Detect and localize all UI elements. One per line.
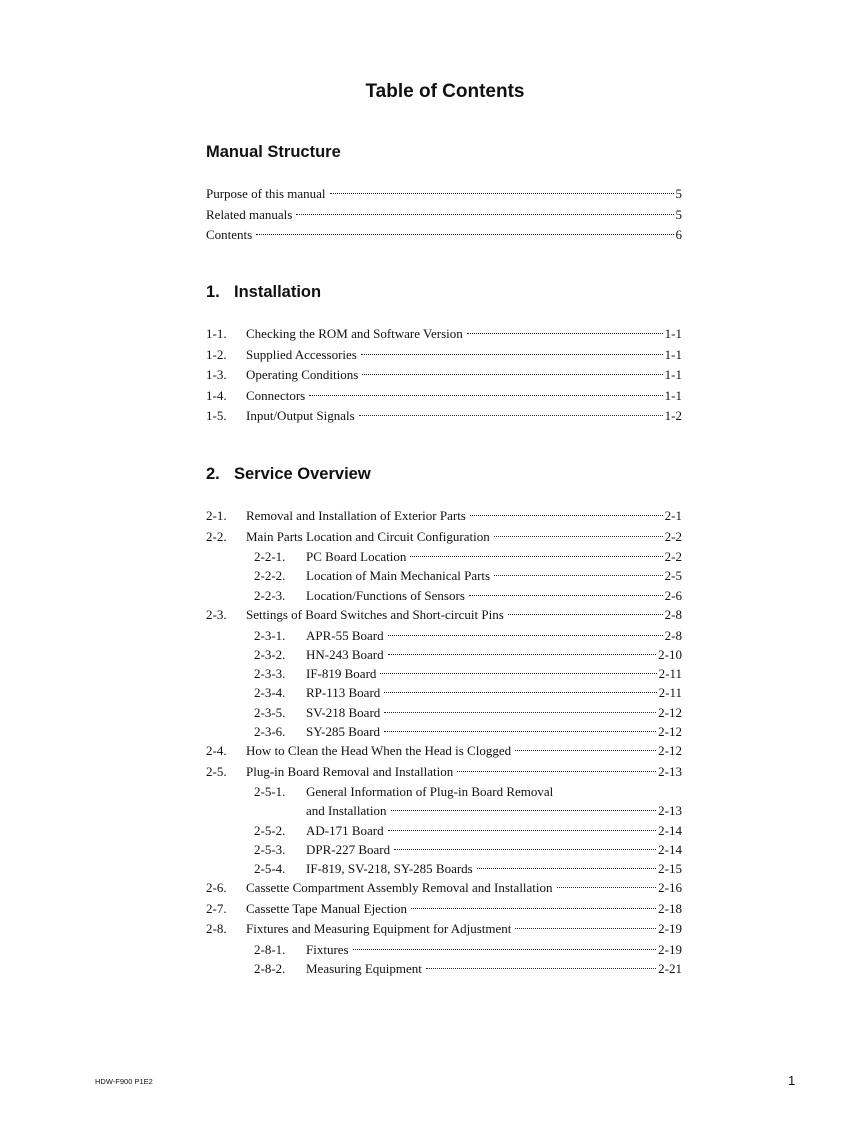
toc-entry-page: 2-8 (664, 627, 682, 643)
toc-entry-title: General Information of Plug-in Board Removal (306, 784, 554, 799)
toc-entry-number: 2-5-3. (254, 841, 286, 857)
section-title: Installation (234, 283, 322, 301)
toc-entry-number: 1-1. (206, 326, 227, 341)
toc-service-2-1-2-2 (206, 506, 682, 605)
toc-entry-title: Purpose of this manual (206, 186, 326, 201)
toc-entry-title: AD-171 Board (306, 822, 384, 838)
toc-entry-title: Location/Functions of Sensors (306, 587, 465, 603)
toc-entry-page: 1-1 (664, 387, 682, 403)
toc-entry-page: 1-1 (664, 367, 682, 382)
toc-entry-number: 2-8-1. (254, 941, 286, 957)
toc-entry-number: 2-3. (206, 607, 227, 622)
toc-entry-page: 2-13 (658, 763, 682, 779)
toc-entry-number: 2-2-1. (254, 549, 286, 564)
toc-entry[interactable] (206, 762, 682, 783)
toc-entry-title: Main Parts Location and Circuit Configuration (246, 528, 490, 544)
toc-entry-page: 2-2 (664, 528, 682, 544)
toc-entry-title: How to Clean the Head When the Head is Clogged (246, 743, 512, 758)
toc-entry-title: Location of Main Mechanical Parts (306, 568, 491, 584)
toc-entry-number: 1-3. (206, 367, 227, 382)
toc-entry-number: 2-2-2. (254, 568, 286, 584)
toc-entry-number: 1-4. (206, 387, 227, 403)
toc-entry-number: 2-3-6. (254, 723, 286, 739)
toc-entry-title: Input/Output Signals (246, 408, 355, 423)
toc-entry-number: 2-3-4. (254, 685, 286, 701)
toc-subentry[interactable] (206, 626, 682, 645)
toc-subentry[interactable] (206, 645, 682, 664)
toc-subentry[interactable] (206, 547, 682, 566)
toc-entry-number: 2-2. (206, 528, 227, 544)
toc-entry-title: Plug-in Board Removal and Installation (246, 763, 454, 779)
toc-entry-page: 2-21 (658, 960, 682, 976)
section-number: 2. (206, 465, 220, 483)
toc-entry-page: 5 (675, 186, 682, 201)
section-number: 1. (206, 283, 220, 301)
toc-entry-page: 1-1 (664, 326, 682, 341)
toc-entry-page: 2-2 (664, 549, 682, 564)
toc-entry-title: Supplied Accessories (246, 346, 357, 362)
toc-entry-number: 2-3-5. (254, 704, 286, 720)
toc-entry-page: 1-2 (664, 408, 682, 423)
section-title: Service Overview (234, 465, 371, 483)
footer-page-number: 1 (788, 1073, 796, 1088)
toc-entry-page: 2-8 (664, 607, 682, 622)
toc-entry-title: DPR-227 Board (306, 841, 391, 857)
toc-entry-page: 6 (675, 227, 682, 242)
toc-entry-number: 2-3-1. (254, 627, 286, 643)
toc-entry-title: IF-819, SV-218, SY-285 Boards (306, 861, 473, 877)
footer-document-code: HDW-F900 P1E2 (95, 1077, 153, 1086)
toc-entry[interactable] (206, 205, 682, 226)
toc-entry-number: 1-2. (206, 346, 227, 362)
toc-entry-number: 2-7. (206, 900, 227, 916)
toc-entry-page: 2-12 (658, 743, 682, 758)
toc-entry-page: 1-1 (664, 346, 682, 362)
toc-entry[interactable] (206, 899, 682, 920)
toc-entry-page: 2-19 (658, 921, 682, 936)
toc-entry-title: Fixtures (306, 941, 349, 957)
toc-entry-page: 2-6 (664, 587, 682, 603)
toc-subentry[interactable] (206, 683, 682, 702)
toc-entry-number: 2-5. (206, 763, 227, 779)
toc-manual-structure (206, 184, 682, 246)
toc-entry-page: 2-10 (658, 646, 682, 662)
toc-entry-page: 2-12 (658, 704, 682, 720)
toc-entry-number: 2-8-2. (254, 960, 286, 976)
section-heading-installation (206, 283, 321, 302)
toc-entry-page: 2-19 (658, 941, 682, 957)
toc-entry-page: 5 (675, 206, 682, 222)
toc-entry-number: 2-5-4. (254, 861, 286, 877)
toc-entry-title: Fixtures and Measuring Equipment for Adjustment (246, 921, 512, 936)
toc-entry-page: 2-12 (658, 723, 682, 739)
toc-subentry-continuation[interactable] (206, 801, 682, 820)
toc-subentry[interactable] (206, 840, 682, 859)
toc-entry-page: 2-1 (664, 508, 682, 523)
toc-entry-number: 2-4. (206, 743, 227, 758)
section-heading-service-overview (206, 465, 371, 484)
toc-entry-page: 2-13 (658, 803, 682, 819)
toc-entry[interactable] (206, 878, 682, 899)
toc-entry-number: 2-5-2. (254, 822, 286, 838)
toc-entry-number: 2-6. (206, 880, 227, 895)
toc-subentry[interactable] (206, 586, 682, 605)
section-heading-manual-structure: Manual Structure (206, 143, 341, 161)
toc-entry-title: and Installation (306, 803, 387, 819)
toc-entry-page: 2-16 (658, 880, 682, 895)
toc-entry-page: 2-11 (658, 666, 682, 682)
toc-entry-number: 2-2-3. (254, 587, 286, 603)
toc-entry-page: 2-14 (658, 841, 682, 857)
toc-entry-title: SV-218 Board (306, 704, 381, 720)
toc-entry-title: Checking the ROM and Software Version (246, 326, 463, 341)
toc-entry[interactable] (206, 324, 682, 345)
toc-entry-number: 2-5-1. (254, 784, 286, 799)
toc-entry[interactable] (206, 345, 682, 366)
toc-entry-title: Cassette Compartment Assembly Removal and Installation (246, 880, 553, 895)
page-title: Table of Contents (365, 81, 525, 102)
toc-entry-title: Operating Conditions (246, 367, 359, 382)
toc-entry-title: Connectors (246, 387, 306, 403)
toc-entry-page: 2-11 (658, 685, 682, 701)
toc-service-2-4-2-5 (206, 741, 682, 878)
toc-subentry[interactable] (206, 940, 682, 959)
toc-entry[interactable] (206, 386, 682, 407)
toc-entry-title: RP-113 Board (306, 685, 381, 701)
toc-entry[interactable] (206, 605, 682, 626)
toc-entry-page: 2-18 (658, 900, 682, 916)
toc-entry[interactable] (206, 365, 682, 386)
toc-entry[interactable] (206, 225, 682, 246)
toc-entry-page: 2-5 (664, 568, 682, 584)
toc-subentry[interactable] (206, 959, 682, 978)
toc-subentry[interactable] (206, 664, 682, 683)
toc-entry-title: Contents (206, 227, 253, 242)
toc-entry-page: 2-14 (658, 822, 682, 838)
toc-entry-title: HN-243 Board (306, 646, 384, 662)
toc-entry-title: Cassette Tape Manual Ejection (246, 900, 407, 916)
toc-entry[interactable] (206, 506, 682, 527)
toc-entry-title: SY-285 Board (306, 723, 381, 739)
toc-subentry[interactable] (206, 859, 682, 878)
toc-entry-page: 2-15 (658, 861, 682, 877)
toc-entry[interactable] (206, 741, 682, 762)
toc-entry-number: 2-1. (206, 508, 227, 523)
toc-entry[interactable] (206, 527, 682, 548)
toc-installation (206, 324, 682, 427)
toc-entry-number: 2-3-3. (254, 666, 286, 682)
toc-entry-title: Related manuals (206, 206, 293, 222)
toc-entry-title: APR-55 Board (306, 627, 384, 643)
toc-subentry[interactable] (206, 566, 682, 585)
toc-subentry[interactable] (206, 703, 682, 722)
toc-subentry[interactable] (206, 722, 682, 741)
toc-entry-title: Measuring Equipment (306, 960, 422, 976)
toc-entry[interactable] (206, 919, 682, 940)
toc-entry-number: 2-3-2. (254, 646, 286, 662)
toc-entry-title: Removal and Installation of Exterior Parts (246, 508, 466, 523)
toc-entry-number: 1-5. (206, 408, 227, 423)
toc-service-2-3 (206, 605, 682, 741)
toc-subentry[interactable] (206, 782, 682, 801)
toc-entry[interactable] (206, 406, 682, 427)
toc-entry[interactable] (206, 184, 682, 205)
toc-service-2-6-2-8 (206, 878, 682, 978)
toc-entry-title: PC Board Location (306, 549, 407, 564)
toc-entry-title: IF-819 Board (306, 666, 377, 682)
toc-entry-number: 2-8. (206, 921, 227, 936)
toc-entry-title: Settings of Board Switches and Short-circuit Pins (246, 607, 504, 622)
toc-subentry[interactable] (206, 821, 682, 840)
